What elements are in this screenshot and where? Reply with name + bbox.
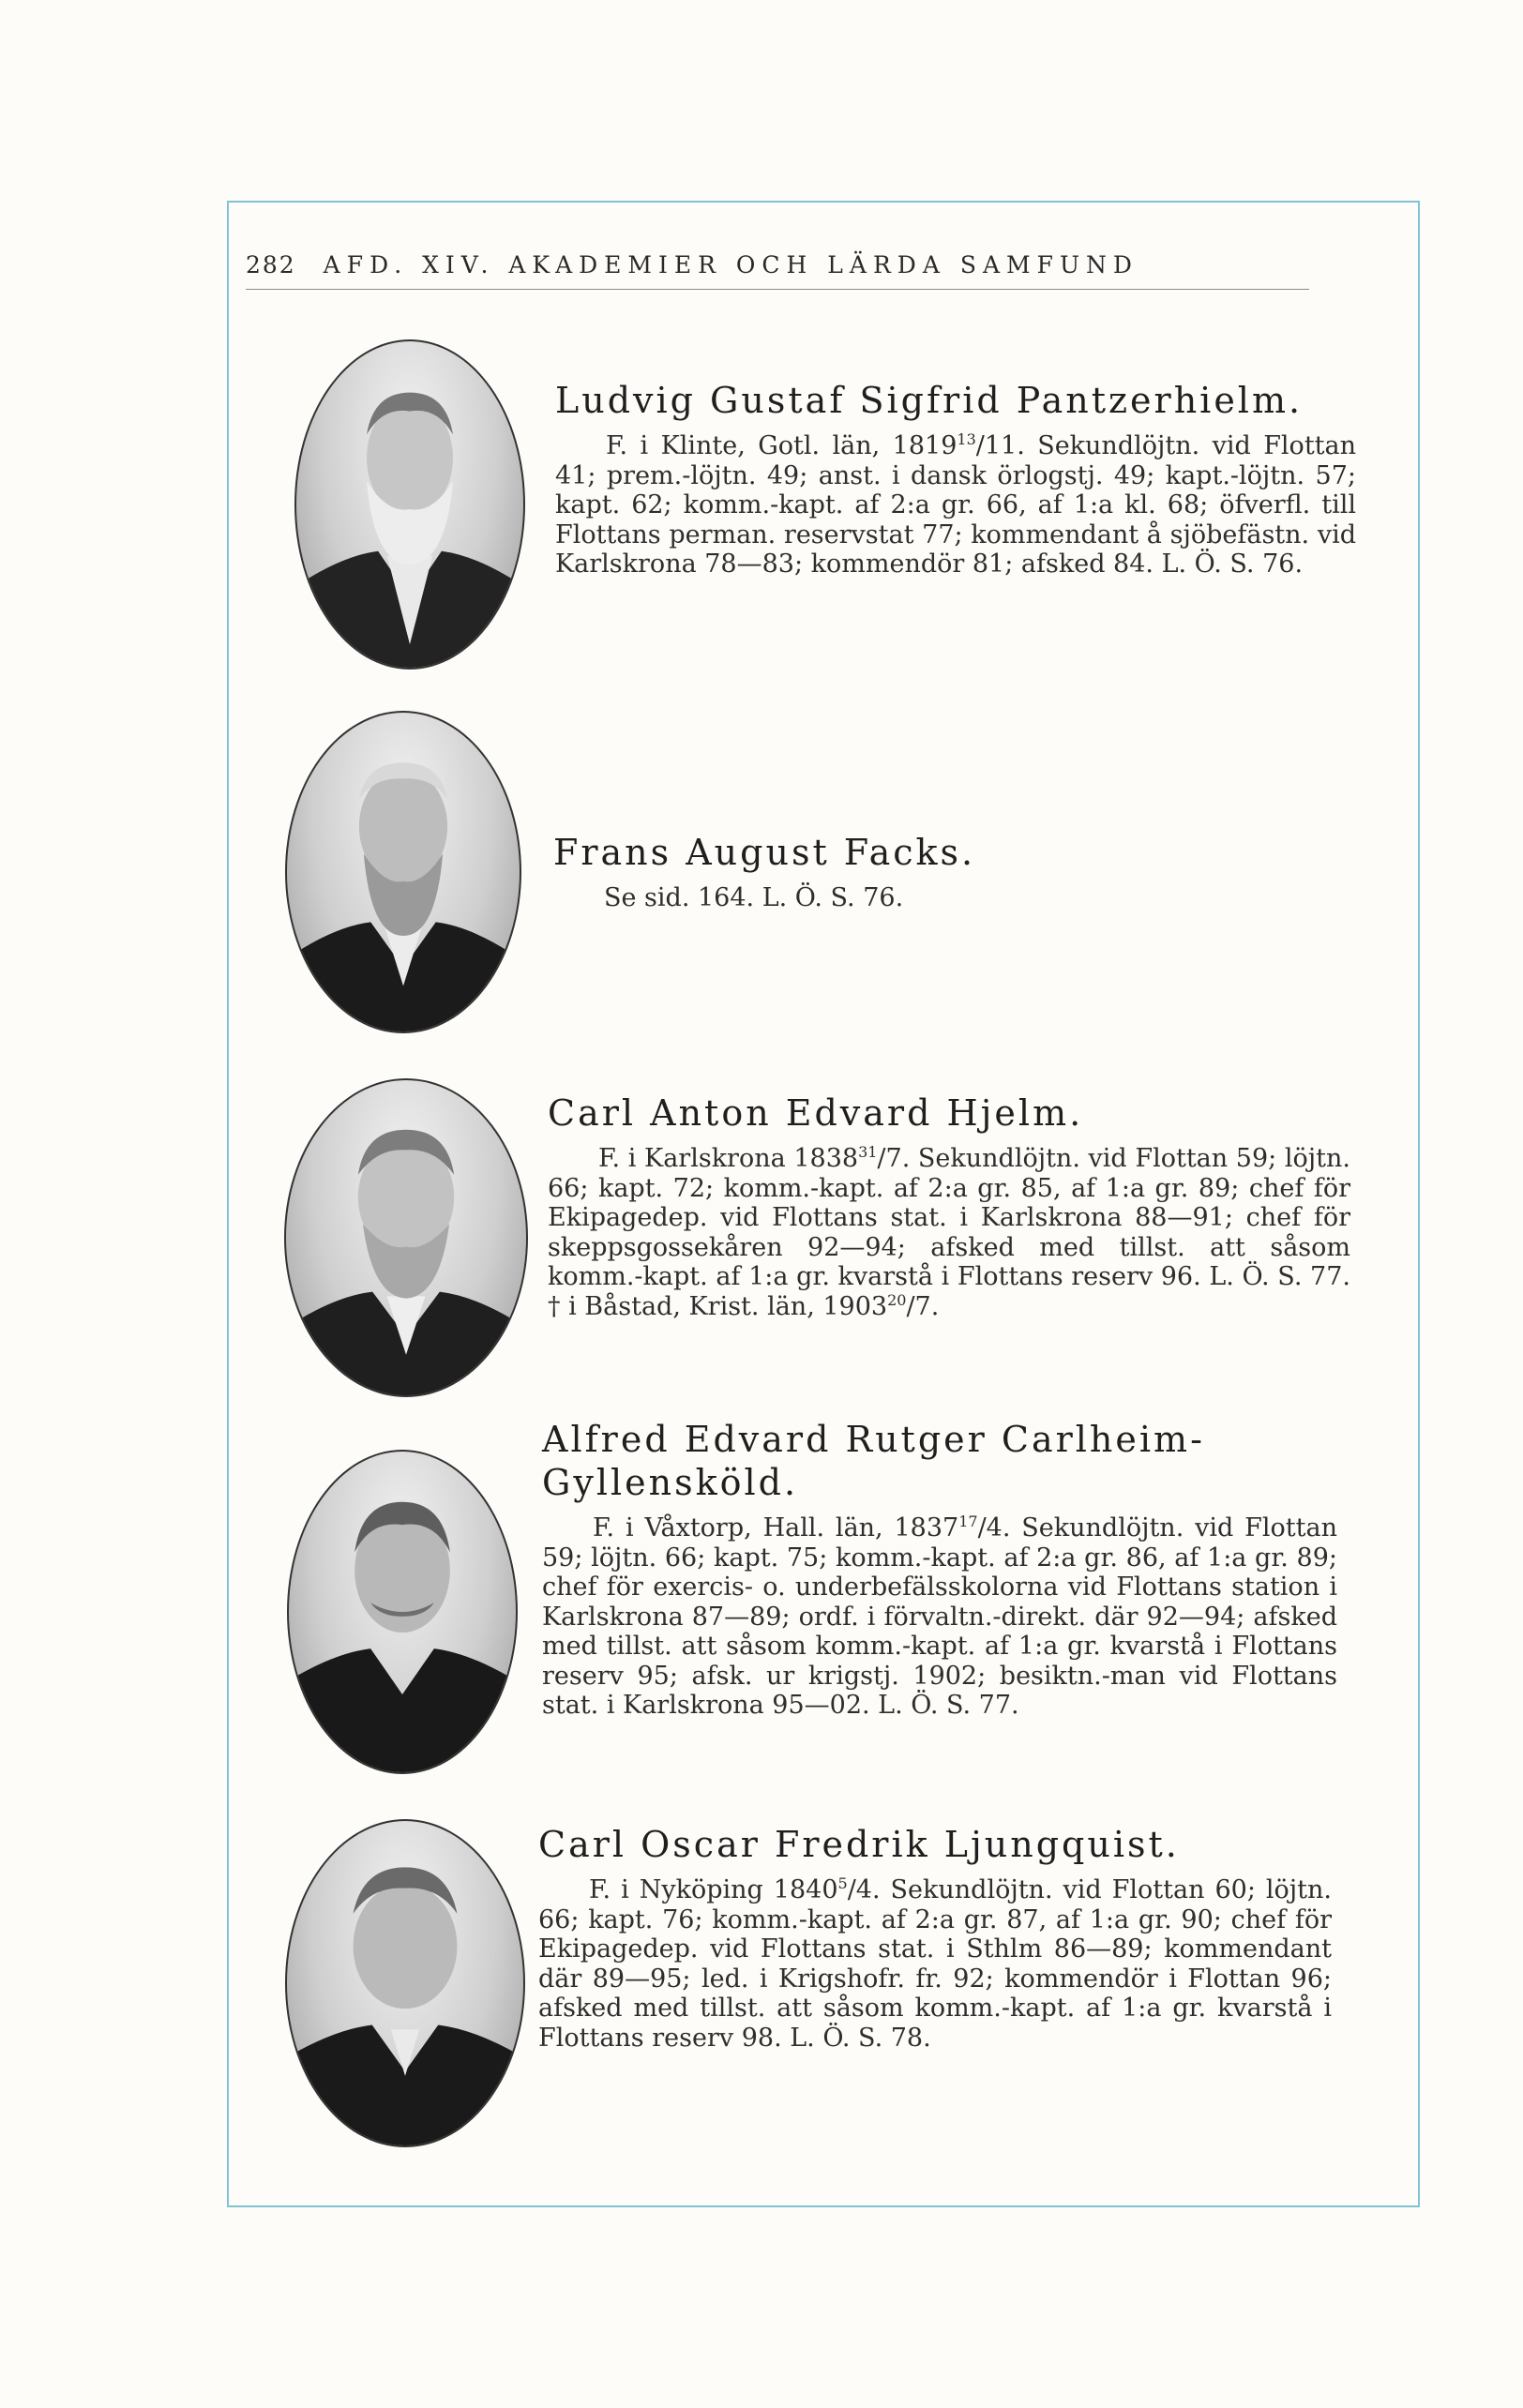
entry-text: F. i Klinte, Gotl. län, 1819$^{13}$/11. Sekundlöjtn. vid Flottan 41; prem.-löjtn. 49; anst. i dansk örlogstj. 49; kapt.-löjtn. 57; kapt. 62; komm.-kapt. af 2:a gr. 66, af 1:a kl. 68; öfverfl. till Flottans perman. reservstat 77; kommendant å sjöbefästn. vid Karlskrona 78—83; kommendör 81; afsked 84. L. Ö. S. 76. [555,430,1357,579]
entry-pantzerhielm [555,379,1356,579]
header-rule [246,289,1309,290]
entry-text: F. i Karlskrona 1838$^{31}$/7. Sekundlöjtn. vid Flottan 59; löjtn. 66; kapt. 72; komm.-kapt. af 2:a gr. 85, af 1:a gr. 89; chef för Ekipagedep. vid Flottans stat. i Karlskrona 88—91; chef för skeppsgossekåren 92—94; afsked med tillst. att såsom komm.-kapt. af 1:a gr. kvarstå i Flottans reserv 96. L. Ö. S. 77. † i Båstad, Krist. län, 1903$^{20}$/7. [548,1143,1350,1321]
portrait-hjelm [284,1078,528,1397]
entry-text: Se sid. 164. L. Ö. S. 76. [604,883,904,912]
page-number: 282 [246,251,296,278]
entry-name: Alfred Edvard Rutger Carlheim-Gyllensköld. [542,1419,1205,1503]
portrait-facks [285,711,521,1033]
entry-text: F. i Våxtorp, Hall. län, 1837$^{17}$/4. Sekundlöjtn. vid Flottan 59; löjtn. 66; kapt. 75; komm.-kapt. af 2:a gr. 86, af 1:a gr. 89; chef för exercis- o. underbefälsskolorna vid Flottans station i Karlskrona 87—89; ordf. i förvaltn.-direkt. där 92—94; afsked med tillst. att såsom komm.-kapt. af 1:a gr. kvarstå i Flottans reserv 95; afsk. ur krigstj. 1902; besiktn.-man vid Flottans stat. i Karlskrona 95—02. L. Ö. S. 77. [542,1513,1337,1720]
entry-name: Carl Anton Edvard Hjelm. [548,1092,1084,1134]
entry-name: Frans August Facks. [553,832,976,873]
entry-facks [553,831,1354,913]
section-title: AFD. XIV. AKADEMIER OCH LÄRDA SAMFUND [323,251,1138,278]
portrait-ljungquist [285,1819,525,2147]
entry-ljungquist [538,1823,1332,2053]
running-header [246,251,1309,278]
entry-carlheim-gyllenskold [542,1418,1337,1721]
entry-hjelm [548,1091,1350,1321]
portrait-pantzerhielm [294,339,525,670]
entry-name: Carl Oscar Fredrik Ljungquist. [538,1824,1180,1865]
entry-name: Ludvig Gustaf Sigfrid Pantzerhielm. [555,380,1304,421]
entry-text: F. i Nyköping 1840$^5$/4. Sekundlöjtn. vid Flottan 60; löjtn. 66; kapt. 76; komm.-kapt. af 2:a gr. 87, af 1:a gr. 90; chef för Ekipagedep. vid Flottans stat. i Sthlm 86—89; kommendant där 89—95; led. i Krigshofr. fr. 92; kommendör i Flottan 96; afsked med tillst. att såsom komm.-kapt. af 1:a gr. kvarstå i Flottans reserv 98. L. Ö. S. 78. [538,1874,1332,2053]
portrait-carlheim-gyllenskold [287,1450,518,1774]
